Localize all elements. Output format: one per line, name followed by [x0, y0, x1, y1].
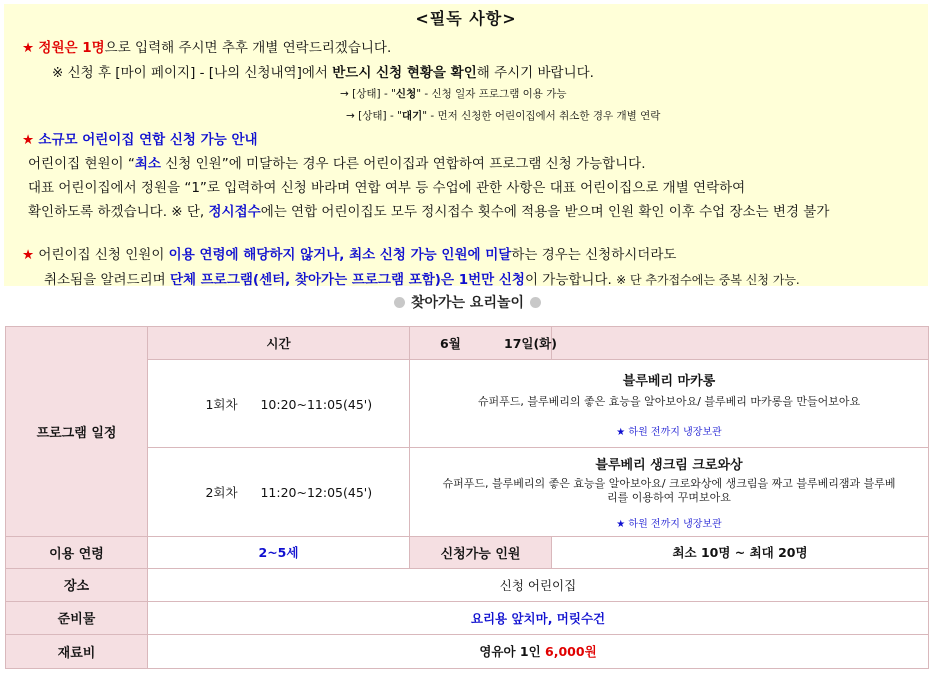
program-schedule-label: 프로그램 일정: [6, 327, 148, 537]
header-day: 17일(화): [552, 327, 929, 360]
capacity-value: 최소 10명 ~ 최대 20명: [552, 536, 929, 568]
notice-line-check: ※ 신청 후 [마이 페이지] - [나의 신청내역]에서 반드시 신청 현황을 확인해 주시기 바랍니다.: [52, 65, 594, 81]
notice-line-representative: 대표 어린이집에서 정원을 “1”로 입력하여 신청 바라며 연합 여부 등 수업에 관한 사항은 대표 어린이집으로 개별 연락하여: [28, 180, 746, 196]
table-row: [6, 634, 929, 668]
place-label: 장소: [6, 568, 148, 601]
session-1-program: 블루베리 마카롱 슈퍼푸드, 블루베리의 좋은 효능을 알아보아요/ 블루베리 마카롱을 만들어보아요 ★ 하원 전까지 냉장보관: [410, 360, 929, 448]
bullet-icon: [394, 297, 405, 308]
schedule-table: [5, 326, 929, 669]
star-icon: ★: [22, 40, 35, 56]
supplies-value: 요리용 앞치마, 머릿수건: [148, 601, 929, 634]
notice-line-regular: 확인하도록 하겠습니다. ※ 단, 정시접수에는 연합 어린이집도 모두 정시접수 횟수에 적용을 받으며 인원 확인 이후 수업 장소는 변경 불가: [28, 204, 830, 220]
notice-title: <필독 사항>: [415, 9, 517, 28]
star-icon: ★: [22, 247, 35, 263]
notice-line-capacity: ★ 정원은 1명으로 입력해 주시면 추후 개별 연락드리겠습니다.: [22, 40, 392, 56]
session-1-time: 1회차 10:20~11:05(45'): [148, 360, 410, 448]
notice-line-status-apply: → [상태] - "신청" - 신청 일자 프로그램 이용 가능: [340, 88, 567, 100]
supplies-label: 준비물: [6, 601, 148, 634]
session-2-time: 2회차 11:20~12:05(45'): [148, 448, 410, 536]
table-row: [6, 568, 929, 601]
header-time: 시간: [148, 327, 410, 360]
notice-line-status-wait: → [상태] - "대기" - 먼저 신청한 어린이집에서 취소한 경우 개별 연락: [346, 110, 661, 122]
notice-line-minimum: 어린이집 현원이 “최소 신청 인원”에 미달하는 경우 다른 어린이집과 연합하여 프로그램 신청 가능합니다.: [28, 156, 646, 172]
fee-label: 재료비: [6, 634, 148, 668]
age-label: 이용 연령: [6, 536, 148, 568]
notice-box: [4, 4, 928, 286]
star-icon: ★: [22, 132, 35, 148]
bullet-icon: [530, 297, 541, 308]
table-row: [6, 536, 929, 568]
fee-value: 영유아 1인 6,000원: [148, 634, 929, 668]
age-value: 2~5세: [148, 536, 410, 568]
header-month: 6월: [410, 327, 552, 360]
section-title: 찾아가는 요리놀이: [0, 292, 935, 312]
place-value: 신청 어린이집: [148, 568, 929, 601]
notice-line-age-warning: ★ 어린이집 신청 인원이 이용 연령에 해당하지 않거나, 최소 신청 가능 인원에 미달하는 경우는 신청하시더라도: [22, 247, 677, 263]
capacity-label: 신청가능 인원: [410, 536, 552, 568]
notice-line-small-daycare: ★ 소규모 어린이집 연합 신청 가능 안내: [22, 132, 258, 148]
session-2-program: 블루베리 생크림 크로와상 슈퍼푸드, 블루베리의 좋은 효능을 알아보아요/ 크로와상에 생크림을 짜고 블루베리잼과 블루베리를 이용하여 꾸며보아요 ★ 하원 전까지 냉장보관: [410, 448, 929, 536]
table-row: [6, 601, 929, 634]
table-row: [6, 327, 929, 360]
notice-line-once: 취소됨을 알려드리며 단체 프로그램(센터, 찾아가는 프로그램 포함)은 1번만 신청이 가능합니다. ※ 단 추가접수에는 중복 신청 가능.: [44, 272, 800, 288]
